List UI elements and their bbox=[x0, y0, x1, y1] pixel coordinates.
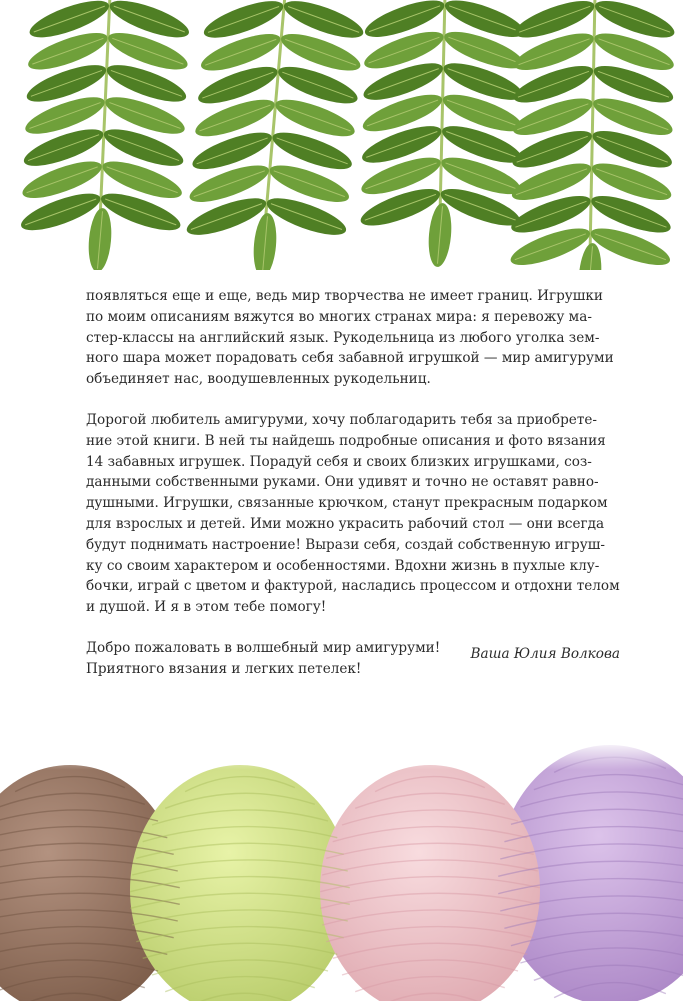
yarn-balls-illustration bbox=[0, 740, 683, 1001]
text-line: стер-классы на английский язык. Рукодельница из любого уголка зем- bbox=[86, 329, 600, 346]
yarn-ball-green bbox=[130, 765, 350, 1001]
text-line: для взрослых и детей. Ими можно украсить рабочий стол — они всегда bbox=[86, 515, 605, 532]
text-line: данными собственными руками. Они удивят и точно не оставят равно- bbox=[86, 474, 599, 491]
rowan-leaves-illustration bbox=[0, 0, 683, 270]
text-line: ние этой книги. В ней ты найдешь подробные описания и фото вязания bbox=[86, 432, 606, 449]
paragraph-2 bbox=[86, 410, 620, 618]
text-line: и душой. И я в этом тебе помогу! bbox=[86, 599, 327, 616]
page-text bbox=[86, 286, 620, 700]
text-line: по моим описаниям вяжутся во многих странах мира: я перевожу ма- bbox=[86, 308, 592, 325]
yarn-ball-pink bbox=[320, 765, 540, 1001]
text-line: Дорогой любитель амигуруми, хочу поблагодарить тебя за приобрете- bbox=[86, 411, 597, 428]
text-line: Приятного вязания и легких петелек! bbox=[86, 660, 362, 677]
text-line: бочки, играй с цветом и фактурой, насладись процессом и отдохни телом bbox=[86, 578, 620, 595]
text-line: душными. Игрушки, связанные крючком, станут прекрасным подарком bbox=[86, 495, 608, 512]
text-line: ного шара может порадовать себя забавной игрушкой — мир амигуруми bbox=[86, 350, 614, 367]
text-line: 14 забавных игрушек. Порадуй себя и своих близких игрушками, соз- bbox=[86, 453, 592, 470]
paragraph-1 bbox=[86, 286, 620, 390]
text-line: будут поднимать настроение! Вырази себя, создай собственную игруш- bbox=[86, 536, 605, 553]
text-line: появляться еще и еще, ведь мир творчества не имеет границ. Игрушки bbox=[86, 288, 603, 304]
text-line: Добро пожаловать в волшебный мир амигуруми! bbox=[86, 639, 441, 656]
text-line: объединяет нас, воодушевленных рукодельниц. bbox=[86, 371, 431, 388]
text-line: ку со своим характером и особенностями. Вдохни жизнь в пухлые клу- bbox=[86, 557, 600, 574]
signature: Ваша Юлия Волкова bbox=[470, 646, 620, 662]
